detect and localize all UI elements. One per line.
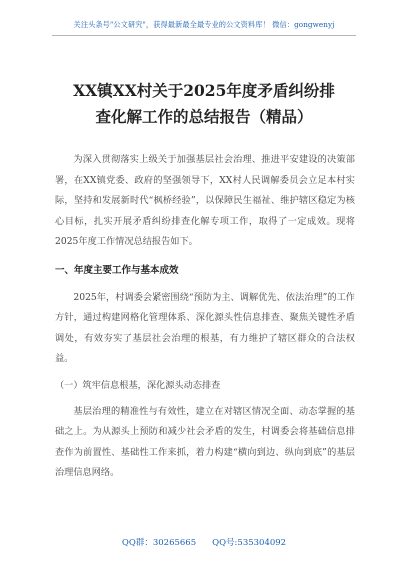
title-line-1: XX镇XX村关于2025年度矛盾纠纷排 [73, 81, 335, 100]
section-1-heading: 一、年度主要工作与基本成效 [55, 264, 179, 276]
document-title [0, 78, 408, 130]
header-banner: 关注头条号"公文研究"，获得最新最全最专业的公文资料库！ 微信：gongwenyj [73, 20, 335, 29]
header-divider [52, 35, 356, 36]
section-1-paragraph: 2025年，村调委会紧密围绕“预防为主、调解优先、依法治理”的工作方针，通过构建网格化管理体系、深化源头性信息排查、聚焦关键性矛盾调处，有效夯实了基层社会治理的根基，有力维护了辖区群众的合法权益。 [55, 291, 355, 364]
intro-paragraph: 为深入贯彻落实上级关于加强基层社会治理、推进平安建设的决策部署，在XX镇党委、政府的坚强领导下，XX村人民调解委员会立足本村实际，坚持和发展新时代“枫桥经验”，以保障民生福祉、维护辖区稳定为核心目标，扎实开展矛盾纠纷排查化解专项工作，取得了一定成效。现将2025年度工作情况总结报告如下。 [55, 154, 355, 247]
footer [0, 536, 408, 548]
subsection-1-paragraph: 基层治理的精准性与有效性，建立在对辖区情况全面、动态掌握的基础之上。为从源头上预防和减少社会矛盾的发生，村调委会将基础信息排查作为前置性、基础性工作来抓，着力构建“横向到边、纵向到底”的基层治理信息网络。 [55, 405, 355, 478]
subsection-1-heading: （一）筑牢信息根基，深化源头动态排查 [55, 379, 221, 391]
footer-qq: QQ号:535304092 [212, 538, 287, 548]
footer-qq-group: QQ群：30265665 [121, 538, 197, 548]
document-body [55, 150, 355, 490]
title-line-2: 查化解工作的总结报告（精品） [95, 107, 313, 126]
